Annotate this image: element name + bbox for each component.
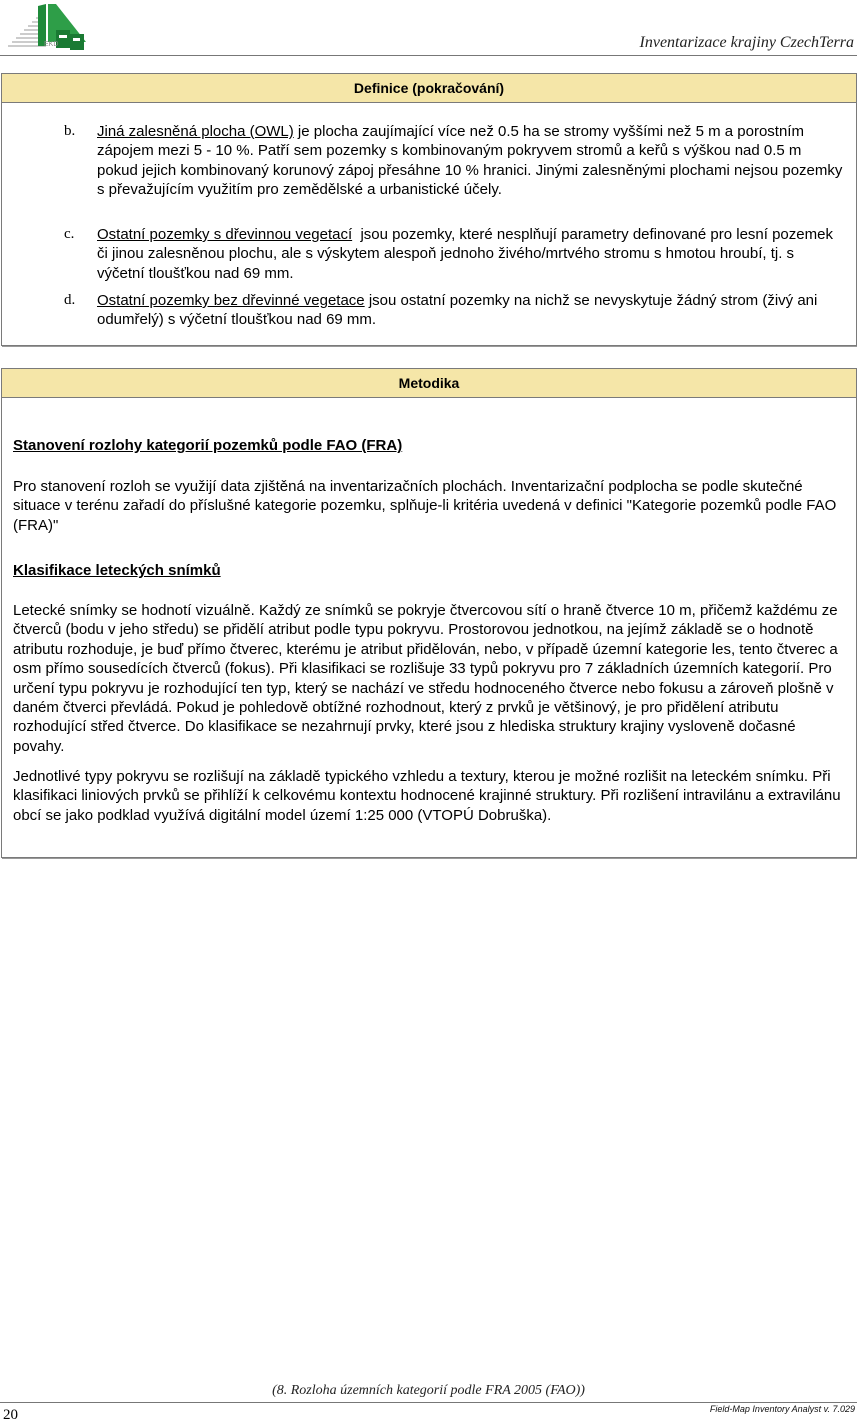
definitions-box [1, 73, 857, 346]
item-term: Ostatní pozemky s dřevinnou vegetací [97, 226, 353, 243]
definition-item-d [64, 291, 844, 330]
svg-text:EKD: EKD [44, 41, 59, 48]
item-term: Ostatní pozemky bez dřevinné vegetace [97, 292, 365, 309]
footer-divider [0, 1402, 857, 1403]
ifer-logo [6, 2, 98, 52]
section-paragraph: Letecké snímky se hodnotí vizuálně. Každý ze snímků se pokryje čtvercovou sítí o hraně čtverce 10 m, přičemž každému ze čtverců (bodu v jeho středu) se přidělí atribut podle typu pokryvu. Prostorovou jednotkou, na jejímž základě se o hodnotě atributu rozhoduje, je buď přímo čtverec, kterému je atribut přidělován, nebo, v případě územní kategorie les, tento čtverec a osm přímo sousedících čtverců (fokus). Při klasifikaci se rozlišuje 33 typů pokryvu pro 7 základních územních kategorií. Pro určení typu pokryvu je rozhodující ten typ, který se nachází ve středu hodnoceného čtverce nebo fokusu a zároveň plošně v daném čtverci převládá. Pokud je pohledově obtížné rozhodnout, který z prvků je většinový, je pro přidělení atributu rozhodující střed čtverce. Do klasifikace se nezahrnují prvky, které jsou z hlediska struktury krajiny vysloveně dočasné povahy. [13, 602, 838, 755]
section-title: Klasifikace leteckých snímků [13, 562, 221, 579]
item-term: Jiná zalesněná plocha (OWL) [97, 123, 294, 140]
footer-caption: (8. Rozloha územních kategorií podle FRA 2005 (FAO)) [272, 1383, 585, 1398]
section-paragraph: Pro stanovení rozloh se využijí data zjištěná na inventarizačních plochách. Inventarizační podplocha se podle skutečné situace v terénu zařadí do příslušné kategorie pozemku, splňuje-li kritéria uvedená v definici "Kategorie pozemků podle FAO (FRA)" [13, 478, 837, 534]
document-title: Inventarizace krajiny CzechTerra [639, 34, 854, 51]
definitions-heading: Definice (pokračování) [2, 74, 856, 103]
definition-item-c [64, 225, 844, 283]
section-title-aerial [13, 561, 848, 580]
section-title: Stanovení rozlohy kategorií pozemků podle FAO (FRA) [13, 437, 403, 454]
item-body: je plocha zaujímající více než 0.5 ha se stromy vyššími než 5 m a porostním zápojem mezi 5 - 10 %. Patří sem pozemky s kombinovaným pokryvem stromů a keřů s výškou nad 0.5 m pokud jejich kombinovaný korunový zápoj přesáhne 10 % hranici. Jinými zalesněnými plochami nejsou pozemky s převažujícím využitím pro zemědělské a urbanistické účely. [97, 123, 843, 199]
item-text [97, 291, 844, 330]
page-number: 20 [3, 1407, 18, 1423]
item-text [97, 225, 844, 283]
section-paragraph: Jednotlivé typy pokryvu se rozlišují na základě typického vzhledu a textury, kterou je možné rozlišit na leteckém snímku. Při klasifikaci liniových prvků se přihlíží k celkovému kontextu hodnocené krajinné struktury. Při rozlišení intravilánu a extravilánu obcí se jako podklad využívá digitální model území 1:25 000 (VTOPÚ Dobruška). [13, 768, 841, 824]
methodology-box [1, 368, 857, 858]
item-body: jsou ostatní pozemky na nichž se nevyskytuje žádný strom (živý ani odumřelý) s výčetní tloušťkou nad 69 mm. [97, 292, 818, 329]
definition-item-b [64, 122, 844, 200]
item-marker: b. [64, 123, 76, 139]
item-marker: c. [64, 226, 75, 242]
section-title-fao [13, 436, 848, 455]
item-body: jsou pozemky, které nesplňují parametry definované pro lesní pozemek či jinou zalesněnou plochu, ale s výskytem alespoň jednoho živého/mrtvého stromu s hmotou hroubí, tj. s výčetní tloušťkou nad 69 mm. [97, 226, 838, 282]
logo-icon [6, 2, 98, 52]
item-text [97, 122, 844, 200]
header-divider [0, 55, 857, 56]
methodology-heading: Metodika [2, 369, 856, 398]
item-marker: d. [64, 292, 76, 308]
page-header [0, 0, 857, 56]
product-version: Field-Map Inventory Analyst v. 7.029 [709, 1404, 855, 1414]
